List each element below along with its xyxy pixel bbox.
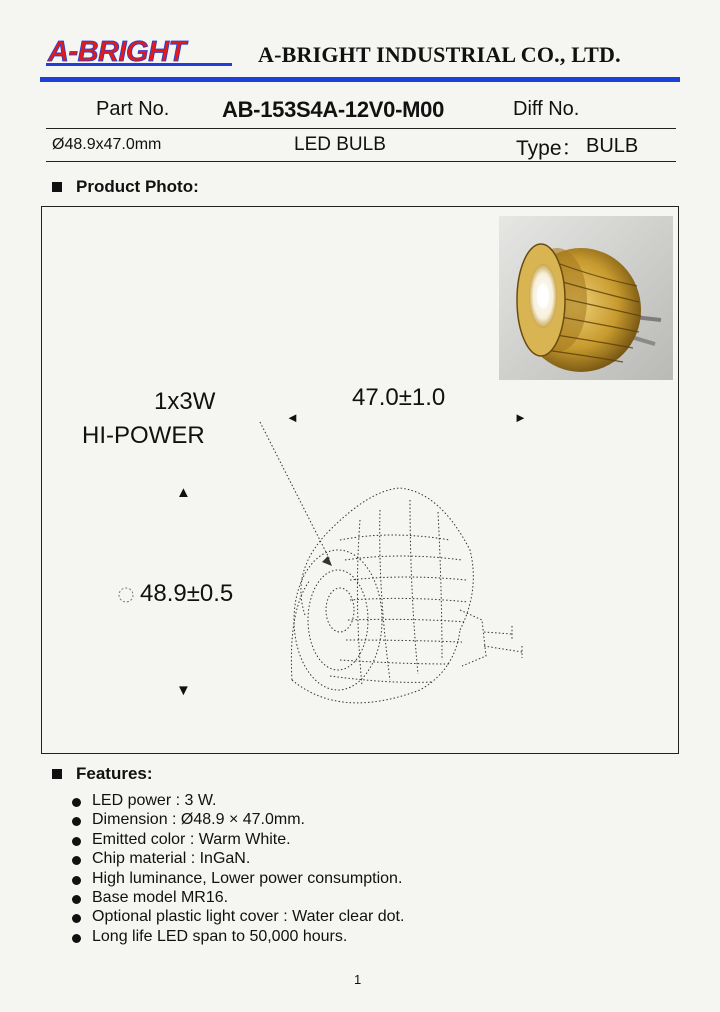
- features-title: Features:: [76, 764, 153, 783]
- table-rule: [46, 161, 676, 162]
- part-no-label: Part No.: [96, 98, 170, 120]
- feature-item: Emitted color : Warm White.: [92, 831, 291, 848]
- bullet-icon: [72, 856, 81, 865]
- feature-item: Long life LED span to 50,000 hours.: [92, 928, 348, 945]
- bullet-icon: [72, 817, 81, 826]
- type-label: Type：: [516, 137, 583, 160]
- bullet-icon: [72, 934, 81, 943]
- feature-item: Dimension : Ø48.9 × 47.0mm.: [92, 811, 305, 828]
- table-rule: [46, 128, 676, 129]
- section-bullet-icon: [52, 769, 62, 779]
- arrow-right-icon: ►: [514, 410, 527, 425]
- feature-item: Optional plastic light cover : Water clear dot.: [92, 908, 405, 925]
- section-bullet-icon: [52, 182, 62, 192]
- hi-power-label: HI-POWER: [82, 422, 205, 449]
- type-value: BULB: [586, 135, 639, 157]
- bullet-icon: [72, 837, 81, 846]
- diameter-dimension: 48.9±0.5: [140, 580, 234, 607]
- bullet-icon: [72, 895, 81, 904]
- product-description: LED BULB: [294, 134, 386, 155]
- feature-item: Base model MR16.: [92, 889, 229, 906]
- product-photo: [499, 216, 673, 380]
- length-dimension: 47.0±1.0: [352, 384, 446, 411]
- feature-item: Chip material : InGaN.: [92, 850, 251, 867]
- product-photo-title: Product Photo:: [76, 177, 199, 196]
- arrow-up-icon: ▲: [176, 484, 191, 501]
- diff-no-label: Diff No.: [513, 98, 580, 120]
- feature-item: LED power : 3 W.: [92, 792, 217, 809]
- feature-item: High luminance, Lower power consumption.: [92, 870, 403, 887]
- logo-text: A-BRIGHT: [48, 36, 186, 68]
- power-label: 1x3W: [154, 388, 216, 415]
- dimension-text: Ø48.9x47.0mm: [52, 136, 162, 153]
- bullet-icon: [72, 798, 81, 807]
- company-logo: [44, 34, 234, 68]
- arrow-down-icon: ▼: [176, 682, 191, 699]
- company-name: A-BRIGHT INDUSTRIAL CO., LTD.: [258, 42, 621, 67]
- bullet-icon: [72, 914, 81, 923]
- diameter-symbol-icon: [116, 585, 136, 605]
- bulb-line-drawing: [250, 420, 540, 720]
- page-number: 1: [354, 972, 362, 987]
- part-number: AB-153S4A-12V0-M00: [222, 97, 445, 122]
- header-divider: [40, 77, 680, 82]
- bullet-icon: [72, 876, 81, 885]
- arrow-left-icon: ◄: [286, 410, 299, 425]
